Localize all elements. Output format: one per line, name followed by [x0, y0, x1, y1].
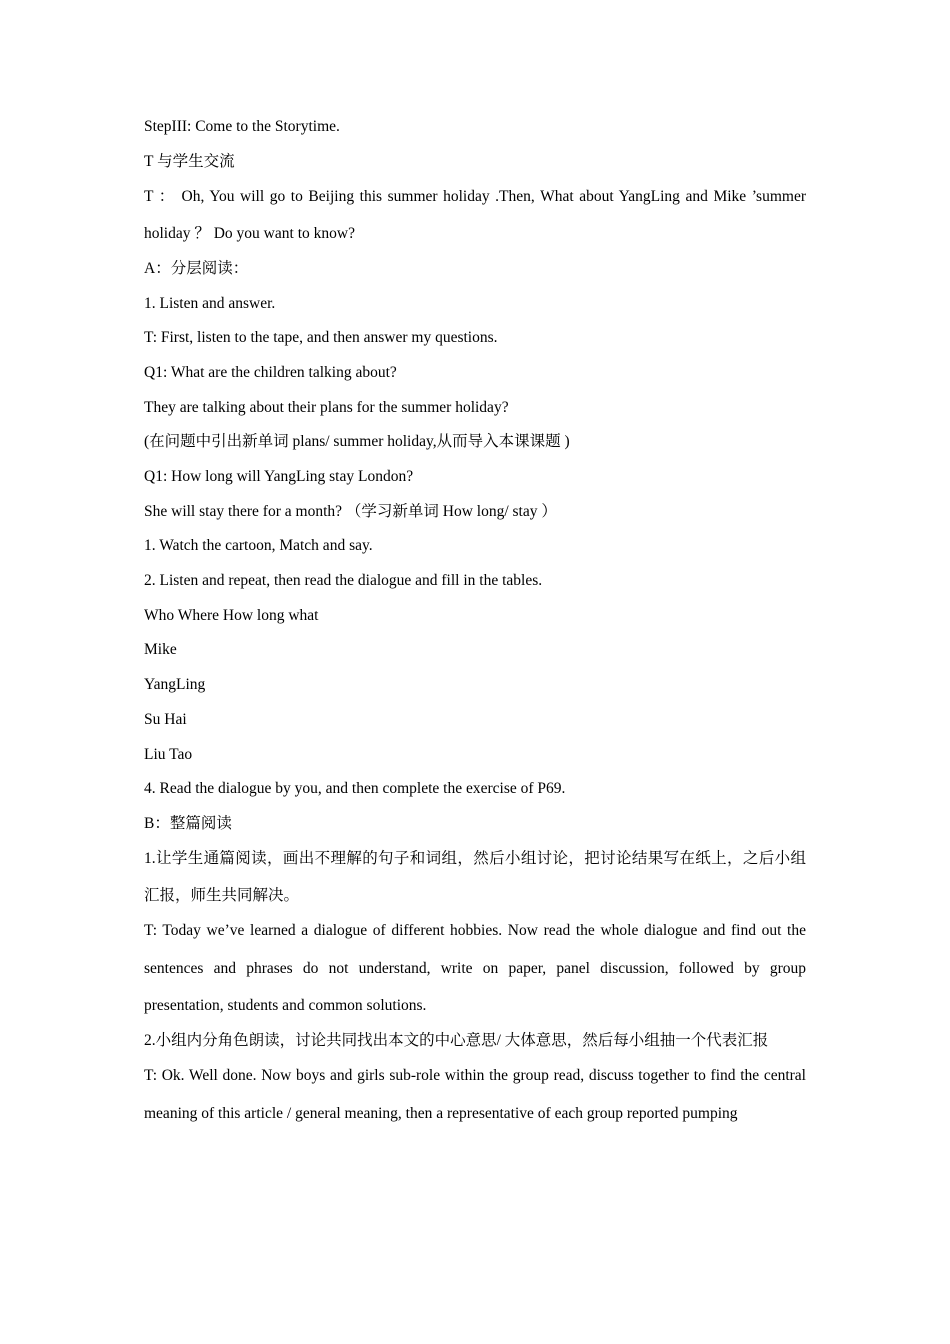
table-row-su-hai: Su Hai [144, 710, 187, 728]
paragraph-whole-reading-en: T: Today we’ve learned a dialogue of different hobbies. Now read the whole dialogue and find out the sentences and phrases do not understand, write on paper, panel discussion, followed by group presentation, students and common solutions. [144, 922, 806, 1015]
table-row-liu-tao: Liu Tao [144, 745, 193, 763]
note-new-words-1: (在问题中引出新单词 plans/ summer holiday,从而导入本课课题 ) [144, 433, 570, 451]
question-2: Q1: How long will YangLing stay London? [144, 468, 414, 485]
list-item-watch-cartoon: 1. Watch the cartoon, Match and say. [144, 537, 373, 555]
document-page [144, 115, 806, 1137]
paragraph-whole-reading-cn: 1.让学生通篇阅读，画出不理解的句子和词组，然后小组讨论，把讨论结果写在纸上，之后小组汇报，师生共同解决。 [144, 849, 806, 905]
step-heading: StepIII: Come to the Storytime. [144, 118, 340, 135]
paragraph-teacher-intro: T ： Oh, You will go to Beijing this summer holiday .Then, What about YangLing and Mike ’summer holiday ？ Do you want to know? [144, 187, 806, 243]
list-item-listen-answer: 1. Listen and answer. [144, 294, 276, 312]
list-item-read-dialogue: 4. Read the dialogue by you, and then complete the exercise of P69. [144, 780, 566, 798]
answer-1: They are talking about their plans for the summer holiday? [144, 398, 509, 416]
paragraph-role-reading-cn: 2.小组内分角色朗读，讨论共同找出本文的中心意思/ 大体意思，然后每小组抽一个代表汇报 [144, 1032, 769, 1050]
section-a-heading: A：分层阅读： [144, 259, 249, 277]
table-row-yangling: YangLing [144, 676, 206, 694]
paragraph-role-reading-en: T: Ok. Well done. Now boys and girls sub-role within the group read, discuss together to find the central meaning of this article / general meaning, then a representative of each group reported pumping [144, 1067, 806, 1122]
section-b-heading: B：整篇阅读 [144, 814, 232, 832]
table-header-row: Who Where How long what [144, 606, 319, 624]
paragraph-teacher-listen: T: First, listen to the tape, and then answer my questions. [144, 329, 498, 347]
paragraph-teacher-interaction: T 与学生交流 [144, 152, 235, 170]
question-1: Q1: What are the children talking about? [144, 363, 397, 381]
answer-2: She will stay there for a month? （学习新单词 How long/ stay ） [144, 502, 557, 520]
table-row-mike: Mike [144, 641, 177, 659]
list-item-listen-repeat: 2. Listen and repeat, then read the dialogue and fill in the tables. [144, 572, 543, 590]
